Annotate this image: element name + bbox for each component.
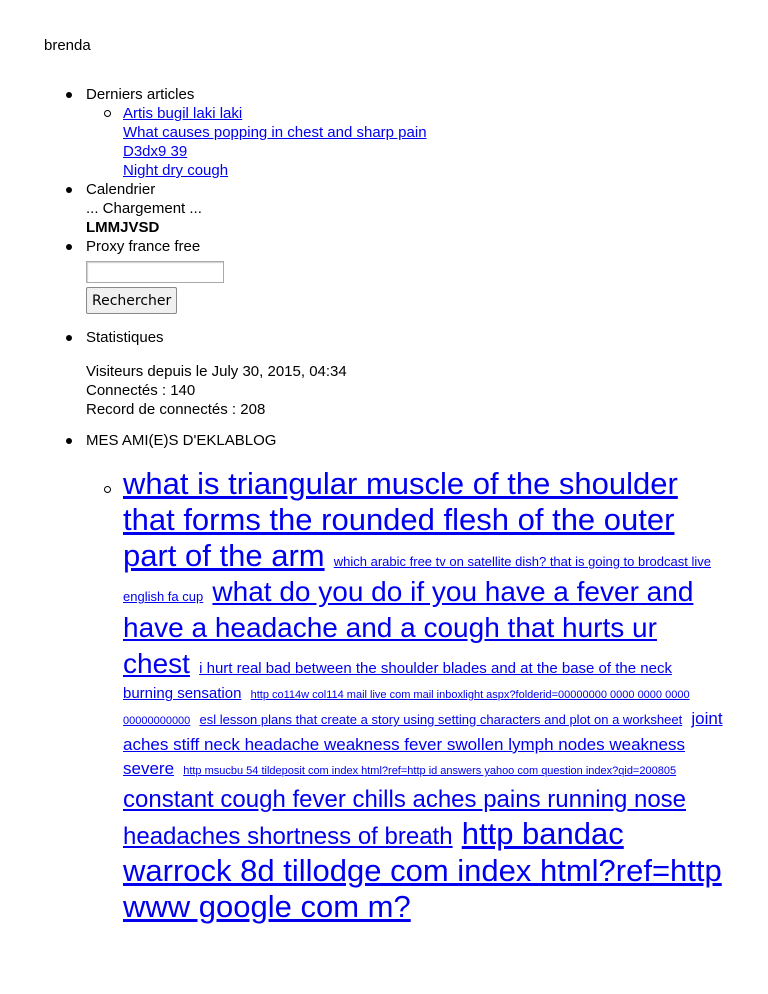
friend-tag-link[interactable]: i hurt real bad between the shoulder blades and at the base of the neck burning sensation [123, 660, 672, 702]
recent-articles-heading: Derniers articles [86, 86, 195, 103]
search-input[interactable] [86, 261, 224, 283]
friend-tag-link[interactable]: what do you do if you have a fever and have a headache and a cough that hurts ur chest [123, 576, 694, 679]
friend-tag-link[interactable]: which arabic free tv on satellite dish? that is going to brodcast live english fa cup [123, 554, 711, 604]
sidebar-widgets [86, 85, 726, 925]
list-bullet [104, 486, 111, 493]
search-button[interactable]: Rechercher [86, 287, 177, 314]
calendar-loading: ... Chargement ... [86, 200, 202, 217]
recent-article-link-4[interactable]: Night dry cough [123, 162, 229, 179]
friend-tag-link[interactable]: esl lesson plans that create a story using setting characters and plot on a worksheet [199, 712, 683, 727]
stats-online-count: Connectés : 140 [86, 382, 196, 399]
stats-visitors-since: Visiteurs depuis le July 30, 2015, 04:34 [86, 363, 347, 380]
statistics-heading: Statistiques [86, 329, 164, 346]
widget-recent-articles [86, 85, 726, 180]
recent-article-link-3[interactable]: D3dx9 39 [123, 143, 188, 160]
friend-tag-link[interactable]: what is triangular muscle of the shoulder that forms the rounded flesh of the outer part of the arm [123, 466, 678, 573]
friend-tag-link[interactable]: http bandac warrock 8d tillodge com index html?ref=http www google com m? [123, 816, 722, 924]
recent-articles-list [86, 104, 726, 180]
calendar-day-header: LMMJVSD [86, 219, 160, 236]
site-title: brenda [44, 37, 91, 54]
list-item [123, 104, 726, 180]
friend-tag-link[interactable]: http co114w col114 mail live com mail inboxlight aspx?folderid=00000000 0000 0000 0000 00000000000 [123, 689, 690, 727]
friend-tag-link[interactable]: joint aches stiff neck headache weakness fever swollen lymph nodes weakness severe [123, 709, 723, 778]
recent-article-link-2[interactable]: What causes popping in chest and sharp pain [123, 124, 427, 141]
friends-heading: MES AMI(E)S D'EKLABLOG [86, 432, 277, 449]
search-heading: Proxy france free [86, 238, 201, 255]
friend-tag-link[interactable]: http msucbu 54 tildeposit com index html?ref=http id answers yahoo com question index?qid=200805 [183, 765, 677, 777]
recent-article-link-1[interactable]: Artis bugil laki laki [123, 105, 243, 122]
stats-record-count: Record de connectés : 208 [86, 401, 266, 418]
calendar-heading: Calendrier [86, 181, 156, 198]
widget-statistics [86, 328, 726, 419]
tag-cloud [123, 466, 726, 925]
widget-search [86, 237, 726, 314]
statistics-body [86, 362, 726, 419]
widget-friends [86, 431, 726, 925]
widget-calendar [86, 180, 726, 237]
friend-tag-link[interactable]: constant cough fever chills aches pains running nose headaches shortness of breath [123, 786, 687, 850]
friends-tag-list [86, 466, 726, 925]
